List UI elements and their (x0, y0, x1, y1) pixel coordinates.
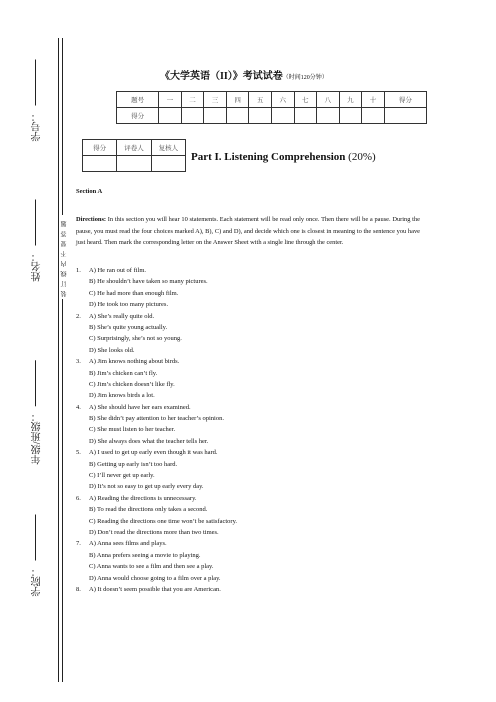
question-first-row (76, 538, 420, 549)
answer-option[interactable]: D) She looks old. (89, 346, 135, 354)
question-first-row (76, 584, 420, 595)
grader-table (82, 139, 186, 172)
question-number: 3. (76, 358, 81, 366)
score-cell[interactable] (159, 108, 182, 124)
question-item (76, 447, 420, 493)
score-table-value-row (117, 108, 427, 124)
question-item (76, 402, 420, 448)
score-row-label: 得分 (117, 108, 159, 124)
score-cell[interactable] (249, 108, 272, 124)
question-item (76, 538, 420, 584)
question-number: 1. (76, 267, 81, 274)
answer-option[interactable]: C) Surprisingly, she’s not so young. (89, 335, 182, 343)
question-number: 7. (76, 540, 81, 548)
answer-option[interactable]: B) She didn’t pay attention to her teacher’s opinion. (89, 415, 224, 423)
name-field[interactable] (30, 200, 45, 282)
answer-option[interactable]: C) She must listen to her teacher. (89, 426, 176, 434)
grader-table-value-row (83, 156, 186, 172)
answer-option[interactable]: A) I used to get up early even though it was hard. (89, 449, 218, 457)
question-item (76, 356, 420, 402)
answer-option[interactable]: D) She always does what the teacher tells her. (89, 437, 209, 445)
answer-option[interactable]: A) She should have her ears examined. (89, 403, 191, 411)
student-id-blank[interactable] (35, 60, 36, 106)
name-blank[interactable] (35, 200, 36, 246)
grade-class-blank[interactable] (35, 360, 36, 406)
answer-option[interactable]: C) Jim’s chicken doesn’t like fly. (89, 380, 175, 388)
section-heading: Section A (76, 188, 103, 195)
answer-option[interactable]: C) I’ll never get up early. (89, 472, 155, 480)
score-table (116, 91, 427, 124)
answer-option[interactable]: C) Anna wants to see a film and then see a play. (89, 563, 214, 571)
score-header-cell: 十 (362, 92, 385, 108)
directions-label: Directions: (76, 216, 107, 223)
grader-header-score: 得分 (83, 140, 117, 156)
score-cell[interactable] (204, 108, 227, 124)
score-header-cell: 一 (159, 92, 182, 108)
question-number: 8. (76, 585, 81, 593)
answer-option[interactable]: B) Anna prefers seeing a movie to playing. (89, 551, 201, 559)
answer-option[interactable]: D) Anna would choose going to a film over a play. (89, 574, 221, 582)
question-item (76, 493, 420, 539)
answer-option[interactable]: A) She’s really quite old. (89, 312, 155, 320)
binding-line-outer (58, 38, 59, 682)
answer-option[interactable]: A) It doesn’t seem possible that you are American. (89, 585, 221, 593)
grade-class-field[interactable] (30, 360, 45, 464)
answer-option[interactable]: A) He ran out of film. (89, 267, 147, 274)
school-blank[interactable] (35, 515, 36, 561)
answer-option[interactable]: A) Reading the directions is unnecessary. (89, 494, 197, 502)
student-id-field[interactable] (30, 60, 45, 142)
question-number: 5. (76, 449, 81, 457)
question-first-row (76, 311, 420, 322)
score-header-cell: 七 (294, 92, 317, 108)
answer-option[interactable]: D) It’s not so easy to get up early every day. (89, 483, 204, 491)
score-header-cell: 三 (204, 92, 227, 108)
binding-line-inner (62, 38, 63, 682)
reviewer-name-cell[interactable] (151, 156, 185, 172)
score-table-header-row (117, 92, 427, 108)
score-cell[interactable] (384, 108, 426, 124)
grader-header-reviewer: 复核人 (151, 140, 185, 156)
question-number: 6. (76, 494, 81, 502)
grader-table-header-row (83, 140, 186, 156)
answer-option[interactable]: C) He had more than enough film. (89, 289, 179, 297)
exam-time-note: （时间120分钟） (282, 75, 328, 81)
score-cell[interactable] (226, 108, 249, 124)
score-header-cell: 九 (339, 92, 362, 108)
grader-header-grader: 评卷人 (117, 140, 151, 156)
score-header-cell: 四 (226, 92, 249, 108)
score-header-cell: 八 (317, 92, 340, 108)
score-header-cell: 五 (249, 92, 272, 108)
question-first-row (76, 402, 420, 413)
answer-option[interactable]: D) Don’t read the directions more than two times. (89, 528, 219, 536)
answer-option[interactable]: A) Jim knows nothing about birds. (89, 358, 180, 366)
directions-text: In this section you will hear 10 statements. Each statement will be read only once. Then there will be a pause. During the pause, you must read the four choices marked A), B), C) and D), and decide which one is closest in meaning to the sentence you have just heard. Then mark the corresponding letter on the Answer Sheet with a single line through the center. (76, 216, 420, 247)
question-first-row (76, 356, 420, 367)
score-cell[interactable] (294, 108, 317, 124)
directions-paragraph (76, 214, 420, 249)
question-list (76, 265, 420, 595)
part-title (191, 151, 376, 163)
question-first-row (76, 265, 420, 276)
grade-class-label: 年级/班级： (32, 411, 43, 465)
answer-option[interactable]: A) Anna sees films and plays. (89, 540, 167, 548)
score-cell[interactable] (271, 108, 294, 124)
question-item (76, 265, 420, 311)
part-title-text: Part I. Listening Comprehension (191, 151, 346, 163)
score-cell[interactable] (317, 108, 340, 124)
question-first-row (76, 493, 420, 504)
score-header-cell: 题号 (117, 92, 159, 108)
answer-option[interactable]: D) He took too many pictures. (89, 301, 169, 309)
answer-option[interactable]: B) To read the directions only takes a second. (89, 506, 208, 514)
answer-option[interactable]: B) She’s quite young actually. (89, 323, 168, 331)
school-field[interactable] (30, 515, 45, 597)
exam-title (160, 67, 328, 82)
score-cell[interactable] (362, 108, 385, 124)
answer-option[interactable]: B) He shouldn’t have taken so many pictures. (89, 278, 208, 286)
school-label: 学院： (32, 566, 43, 597)
binding-warning: 装订线内不要答题 (62, 217, 68, 297)
answer-option[interactable]: D) Jim knows birds a lot. (89, 392, 155, 400)
answer-option[interactable]: B) Getting up early isn’t too hard. (89, 460, 178, 468)
score-header-cell: 得分 (384, 92, 426, 108)
score-cell[interactable] (181, 108, 204, 124)
question-number: 2. (76, 312, 81, 320)
grader-name-cell[interactable] (117, 156, 151, 172)
answer-option[interactable]: C) Reading the directions one time won’t be satisfactory. (89, 517, 238, 525)
answer-option[interactable]: B) Jim’s chicken can’t fly. (89, 369, 158, 377)
score-cell[interactable] (339, 108, 362, 124)
question-number: 4. (76, 403, 81, 411)
student-id-label: 学号： (32, 111, 43, 142)
grader-score-cell[interactable] (83, 156, 117, 172)
name-label: 姓名： (32, 251, 43, 282)
part-percent: (20%) (348, 151, 376, 163)
exam-title-text: 《大学英语（II）》考试试卷 (160, 71, 283, 82)
score-header-cell: 六 (271, 92, 294, 108)
score-header-cell: 二 (181, 92, 204, 108)
question-first-row (76, 447, 420, 458)
question-item (76, 311, 420, 357)
question-item (76, 584, 420, 595)
